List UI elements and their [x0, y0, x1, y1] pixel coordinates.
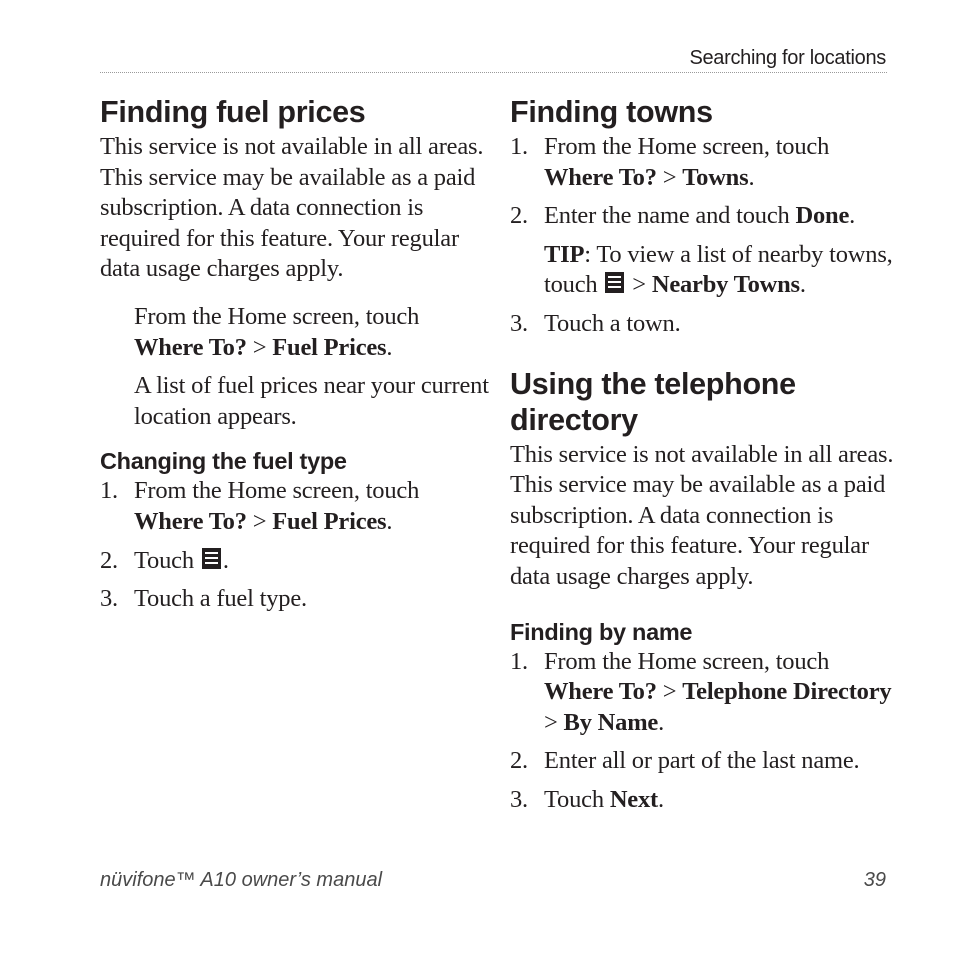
next-label: Next [609, 785, 658, 813]
list-item: 1. From the Home screen, touch Where To? > Towns. [510, 133, 830, 191]
fuel-prices-result: A list of fuel prices near your current location appears. [134, 372, 489, 430]
nearby-towns-label: Nearby Towns [651, 271, 800, 299]
finding-by-name-heading: Finding by name [510, 618, 693, 645]
left-column [100, 94, 490, 615]
where-to-label: Where To? [134, 333, 247, 361]
list-item: 3. Touch Next. [510, 785, 664, 813]
list-item: 3. Touch a fuel type. [100, 585, 307, 613]
finding-towns-heading: Finding towns [510, 95, 713, 129]
towns-label: Towns [682, 163, 749, 191]
list-item: 2. Enter the name and touch Done. [510, 202, 856, 230]
fuel-prices-label: Fuel Prices [272, 333, 387, 361]
list-item: 2. Enter all or part of the last name. [510, 747, 860, 775]
list-item: 1. From the Home screen, touch Where To? > Fuel Prices. [100, 477, 420, 535]
right-column [510, 94, 900, 816]
list-item: 1. From the Home screen, touch Where To? > Telephone Directory > By Name. [510, 647, 892, 736]
menu-icon [605, 272, 624, 293]
by-name-label: By Name [563, 708, 659, 736]
list-item: 3. Touch a town. [510, 309, 681, 337]
where-to-label: Where To? [544, 163, 657, 191]
fuel-prices-step: From the Home screen, touch Where To? > Fuel Prices. [134, 302, 420, 361]
list-item: 2. Touch . [100, 546, 229, 574]
changing-fuel-type-heading: Changing the fuel type [100, 448, 347, 475]
done-label: Done [795, 202, 850, 230]
tip-note: TIP: To view a list of nearby towns, touch > Nearby Towns. [544, 240, 893, 299]
menu-icon [202, 548, 221, 569]
tip-label: TIP [544, 240, 585, 268]
header-divider [100, 72, 887, 73]
running-header: Searching for locations [689, 47, 886, 69]
telephone-directory-intro: This service is not available in all areas. This service may be available as a paid subscription. A data connection is required for this feature. Your regular data usage charges apply. [510, 440, 894, 590]
footer-manual-title: nüvifone™ A10 owner’s manual [100, 869, 383, 891]
telephone-directory-heading: Using the telephone directory [510, 366, 796, 437]
where-to-label: Where To? [134, 507, 247, 535]
fuel-prices-label: Fuel Prices [272, 507, 387, 535]
where-to-label: Where To? [544, 678, 657, 706]
telephone-directory-label: Telephone Directory [682, 678, 892, 706]
page-number: 39 [863, 869, 886, 891]
fuel-prices-heading: Finding fuel prices [100, 95, 366, 129]
fuel-prices-intro: This service is not available in all areas. This service may be available as a paid subscription. A data connection is required for this feature. Your regular data usage charges apply. [100, 133, 484, 283]
